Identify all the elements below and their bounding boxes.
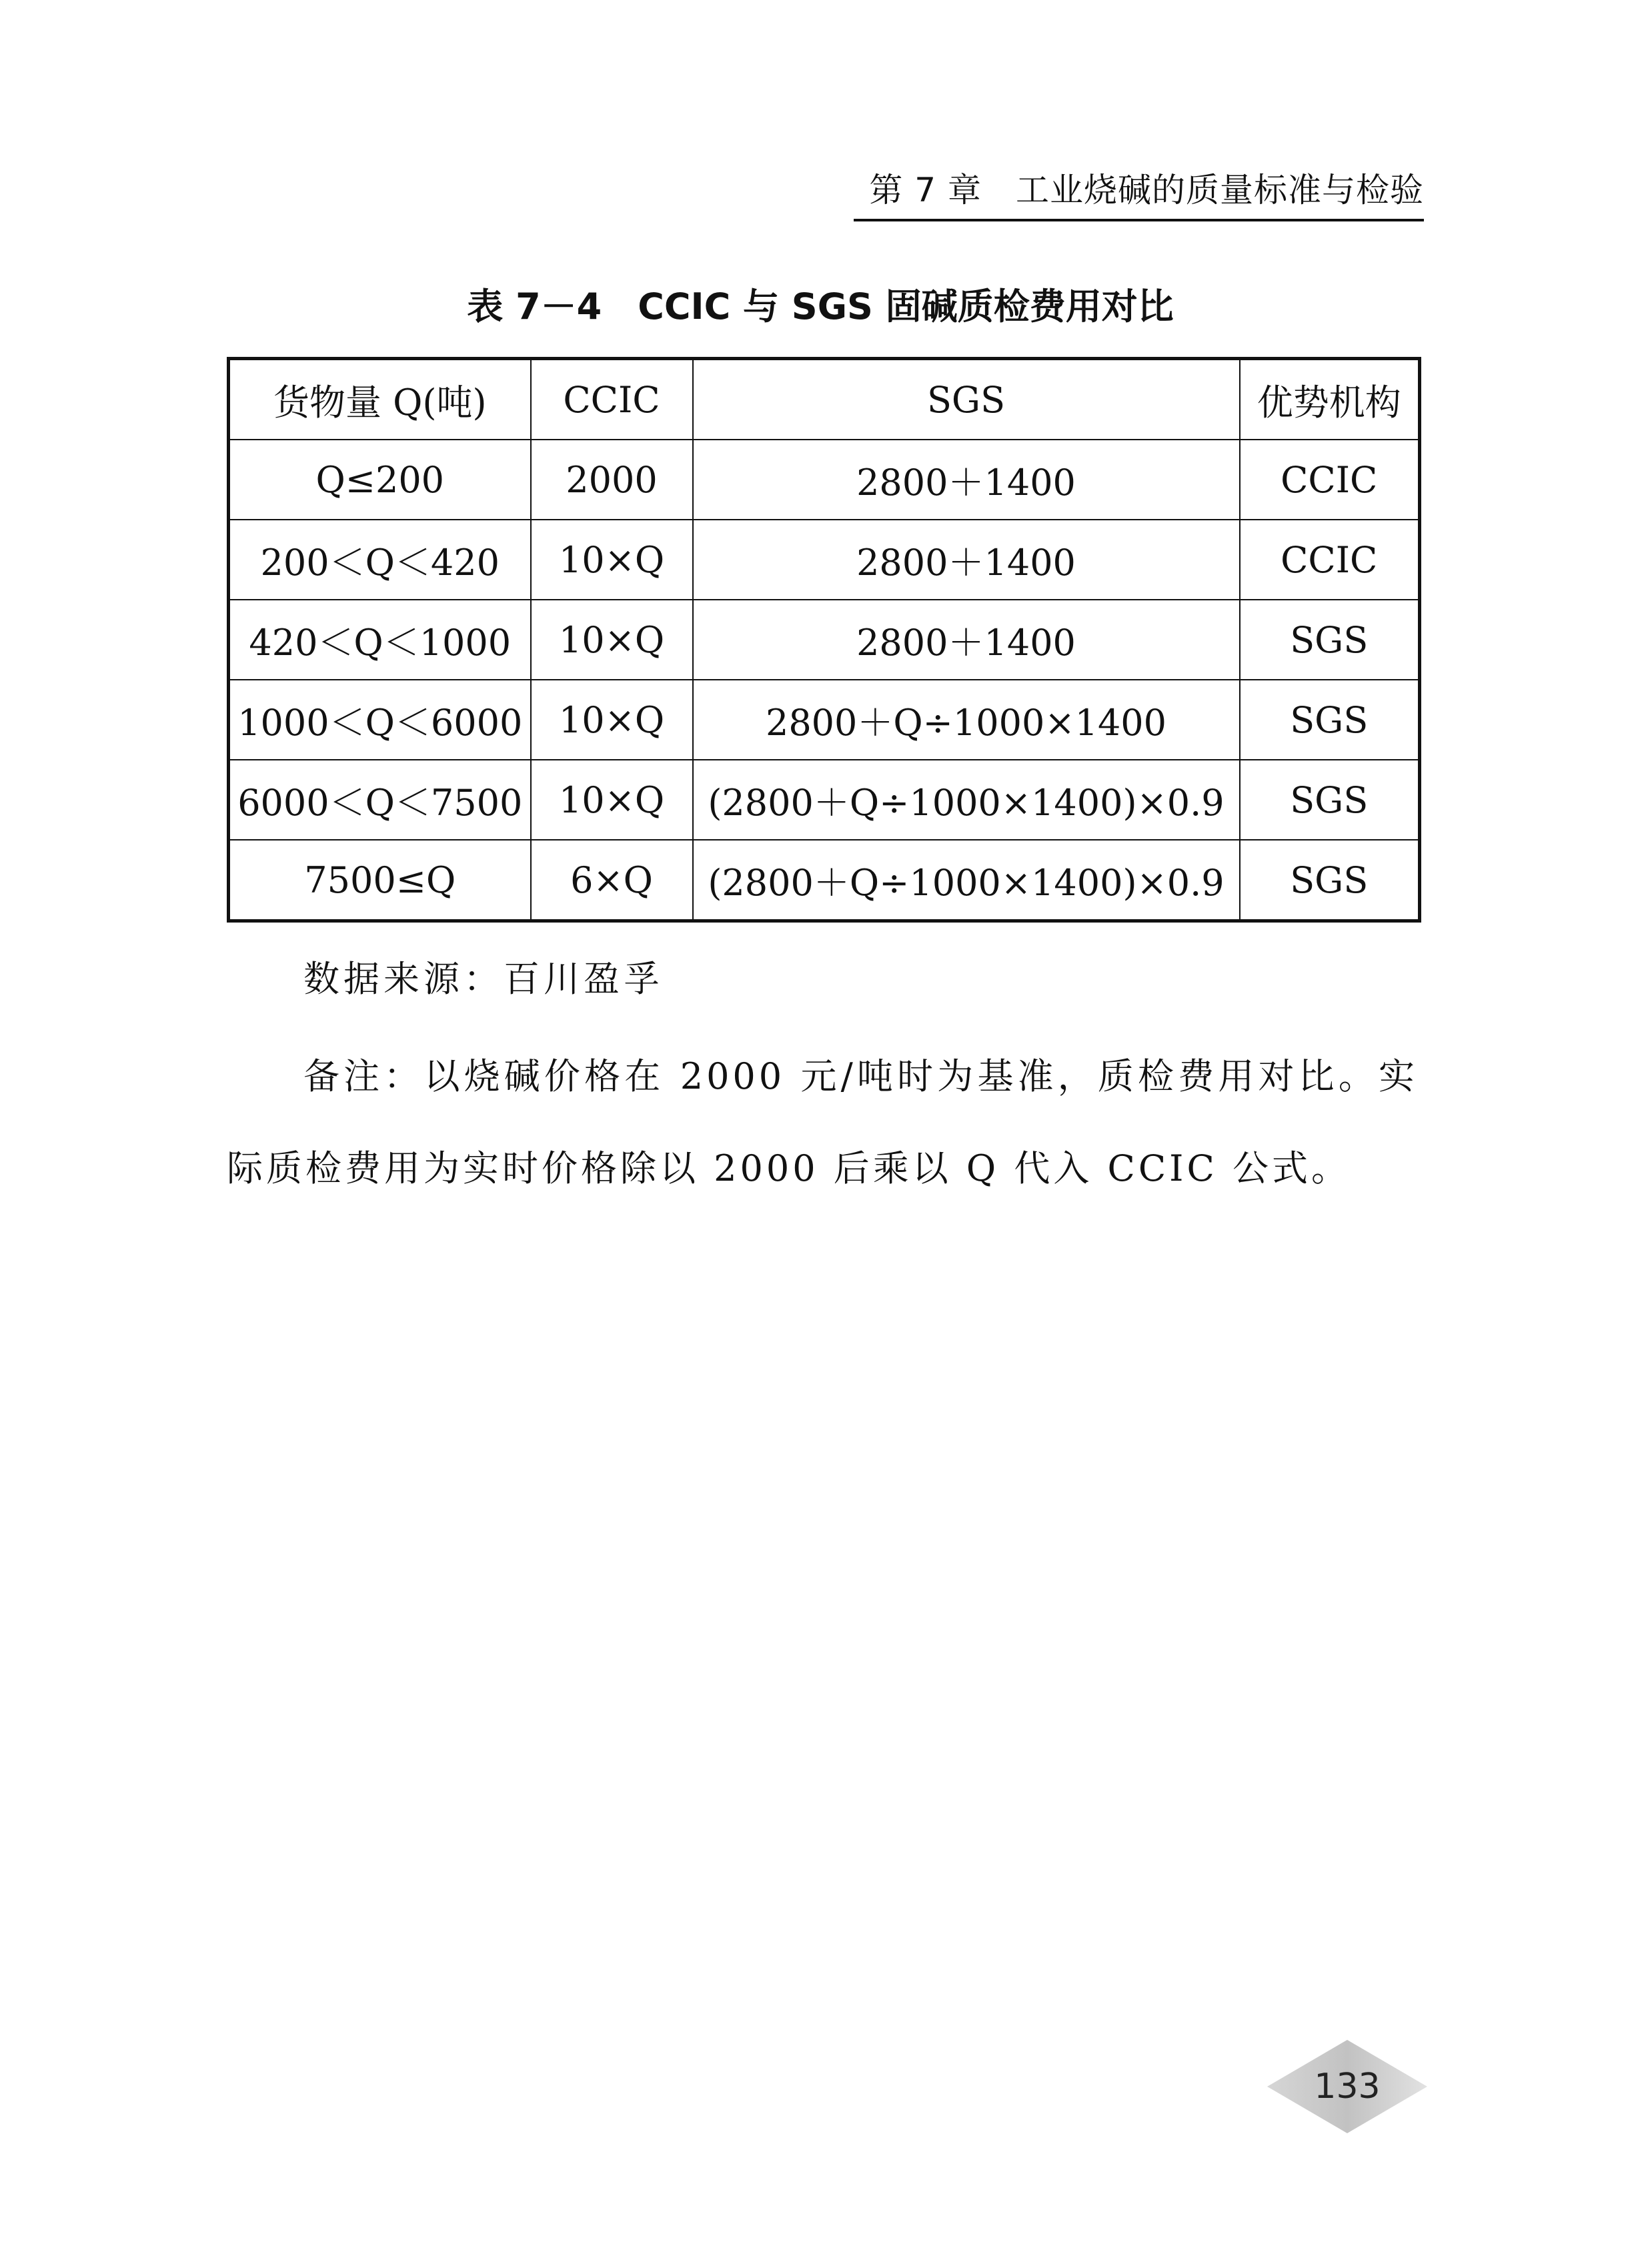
cell-ccic: 10×Q [531, 680, 693, 760]
cell-advantage: SGS [1240, 600, 1420, 680]
cell-advantage: SGS [1240, 760, 1420, 840]
cell-sgs: (2800＋Q÷1000×1400)×0.9 [693, 840, 1240, 921]
cell-advantage: SGS [1240, 680, 1420, 760]
table-row [229, 520, 1420, 600]
cell-ccic: 10×Q [531, 600, 693, 680]
cell-quantity: 1000＜Q＜6000 [229, 680, 531, 760]
cell-advantage: CCIC [1240, 520, 1420, 600]
column-header-ccic: CCIC [531, 359, 693, 440]
page-number: 133 [1314, 2067, 1381, 2107]
cell-sgs: (2800＋Q÷1000×1400)×0.9 [693, 760, 1240, 840]
cell-sgs: 2800＋Q÷1000×1400 [693, 680, 1240, 760]
cell-sgs: 2800＋1400 [693, 520, 1240, 600]
page-number-badge [1267, 2040, 1427, 2133]
cell-ccic: 2000 [531, 440, 693, 520]
column-header-quantity: 货物量 Q(吨) [229, 359, 531, 440]
cell-ccic: 6×Q [531, 840, 693, 921]
cell-ccic: 10×Q [531, 760, 693, 840]
table-row [229, 760, 1420, 840]
cell-quantity: 420＜Q＜1000 [229, 600, 531, 680]
note-paragraph: 备注：以烧碱价格在 2000 元/吨时为基准，质检费用对比。实际质检费用为实时价格除以 2000 后乘以 Q 代入 CCIC 公式。 [227, 1055, 1418, 1189]
data-source-line: 数据来源：百川盈孚 [303, 958, 664, 1000]
table-caption: 表 7－4 CCIC 与 SGS 固碱质检费用对比 [467, 286, 1174, 328]
column-header-advantage: 优势机构 [1240, 359, 1420, 440]
cell-quantity: 6000＜Q＜7500 [229, 760, 531, 840]
cell-sgs: 2800＋1400 [693, 600, 1240, 680]
cell-quantity: 200＜Q＜420 [229, 520, 531, 600]
cell-advantage: SGS [1240, 840, 1420, 921]
running-header: 第 7 章 工业烧碱的质量标准与检验 [854, 167, 1424, 221]
table-header-row [229, 359, 1420, 440]
table-row [229, 680, 1420, 760]
cell-sgs: 2800＋1400 [693, 440, 1240, 520]
cell-quantity: Q≤200 [229, 440, 531, 520]
cell-quantity: 7500≤Q [229, 840, 531, 921]
cell-ccic: 10×Q [531, 520, 693, 600]
table-row [229, 840, 1420, 921]
table-row [229, 440, 1420, 520]
comparison-table [227, 357, 1421, 923]
cell-advantage: CCIC [1240, 440, 1420, 520]
table-row [229, 600, 1420, 680]
column-header-sgs: SGS [693, 359, 1240, 440]
